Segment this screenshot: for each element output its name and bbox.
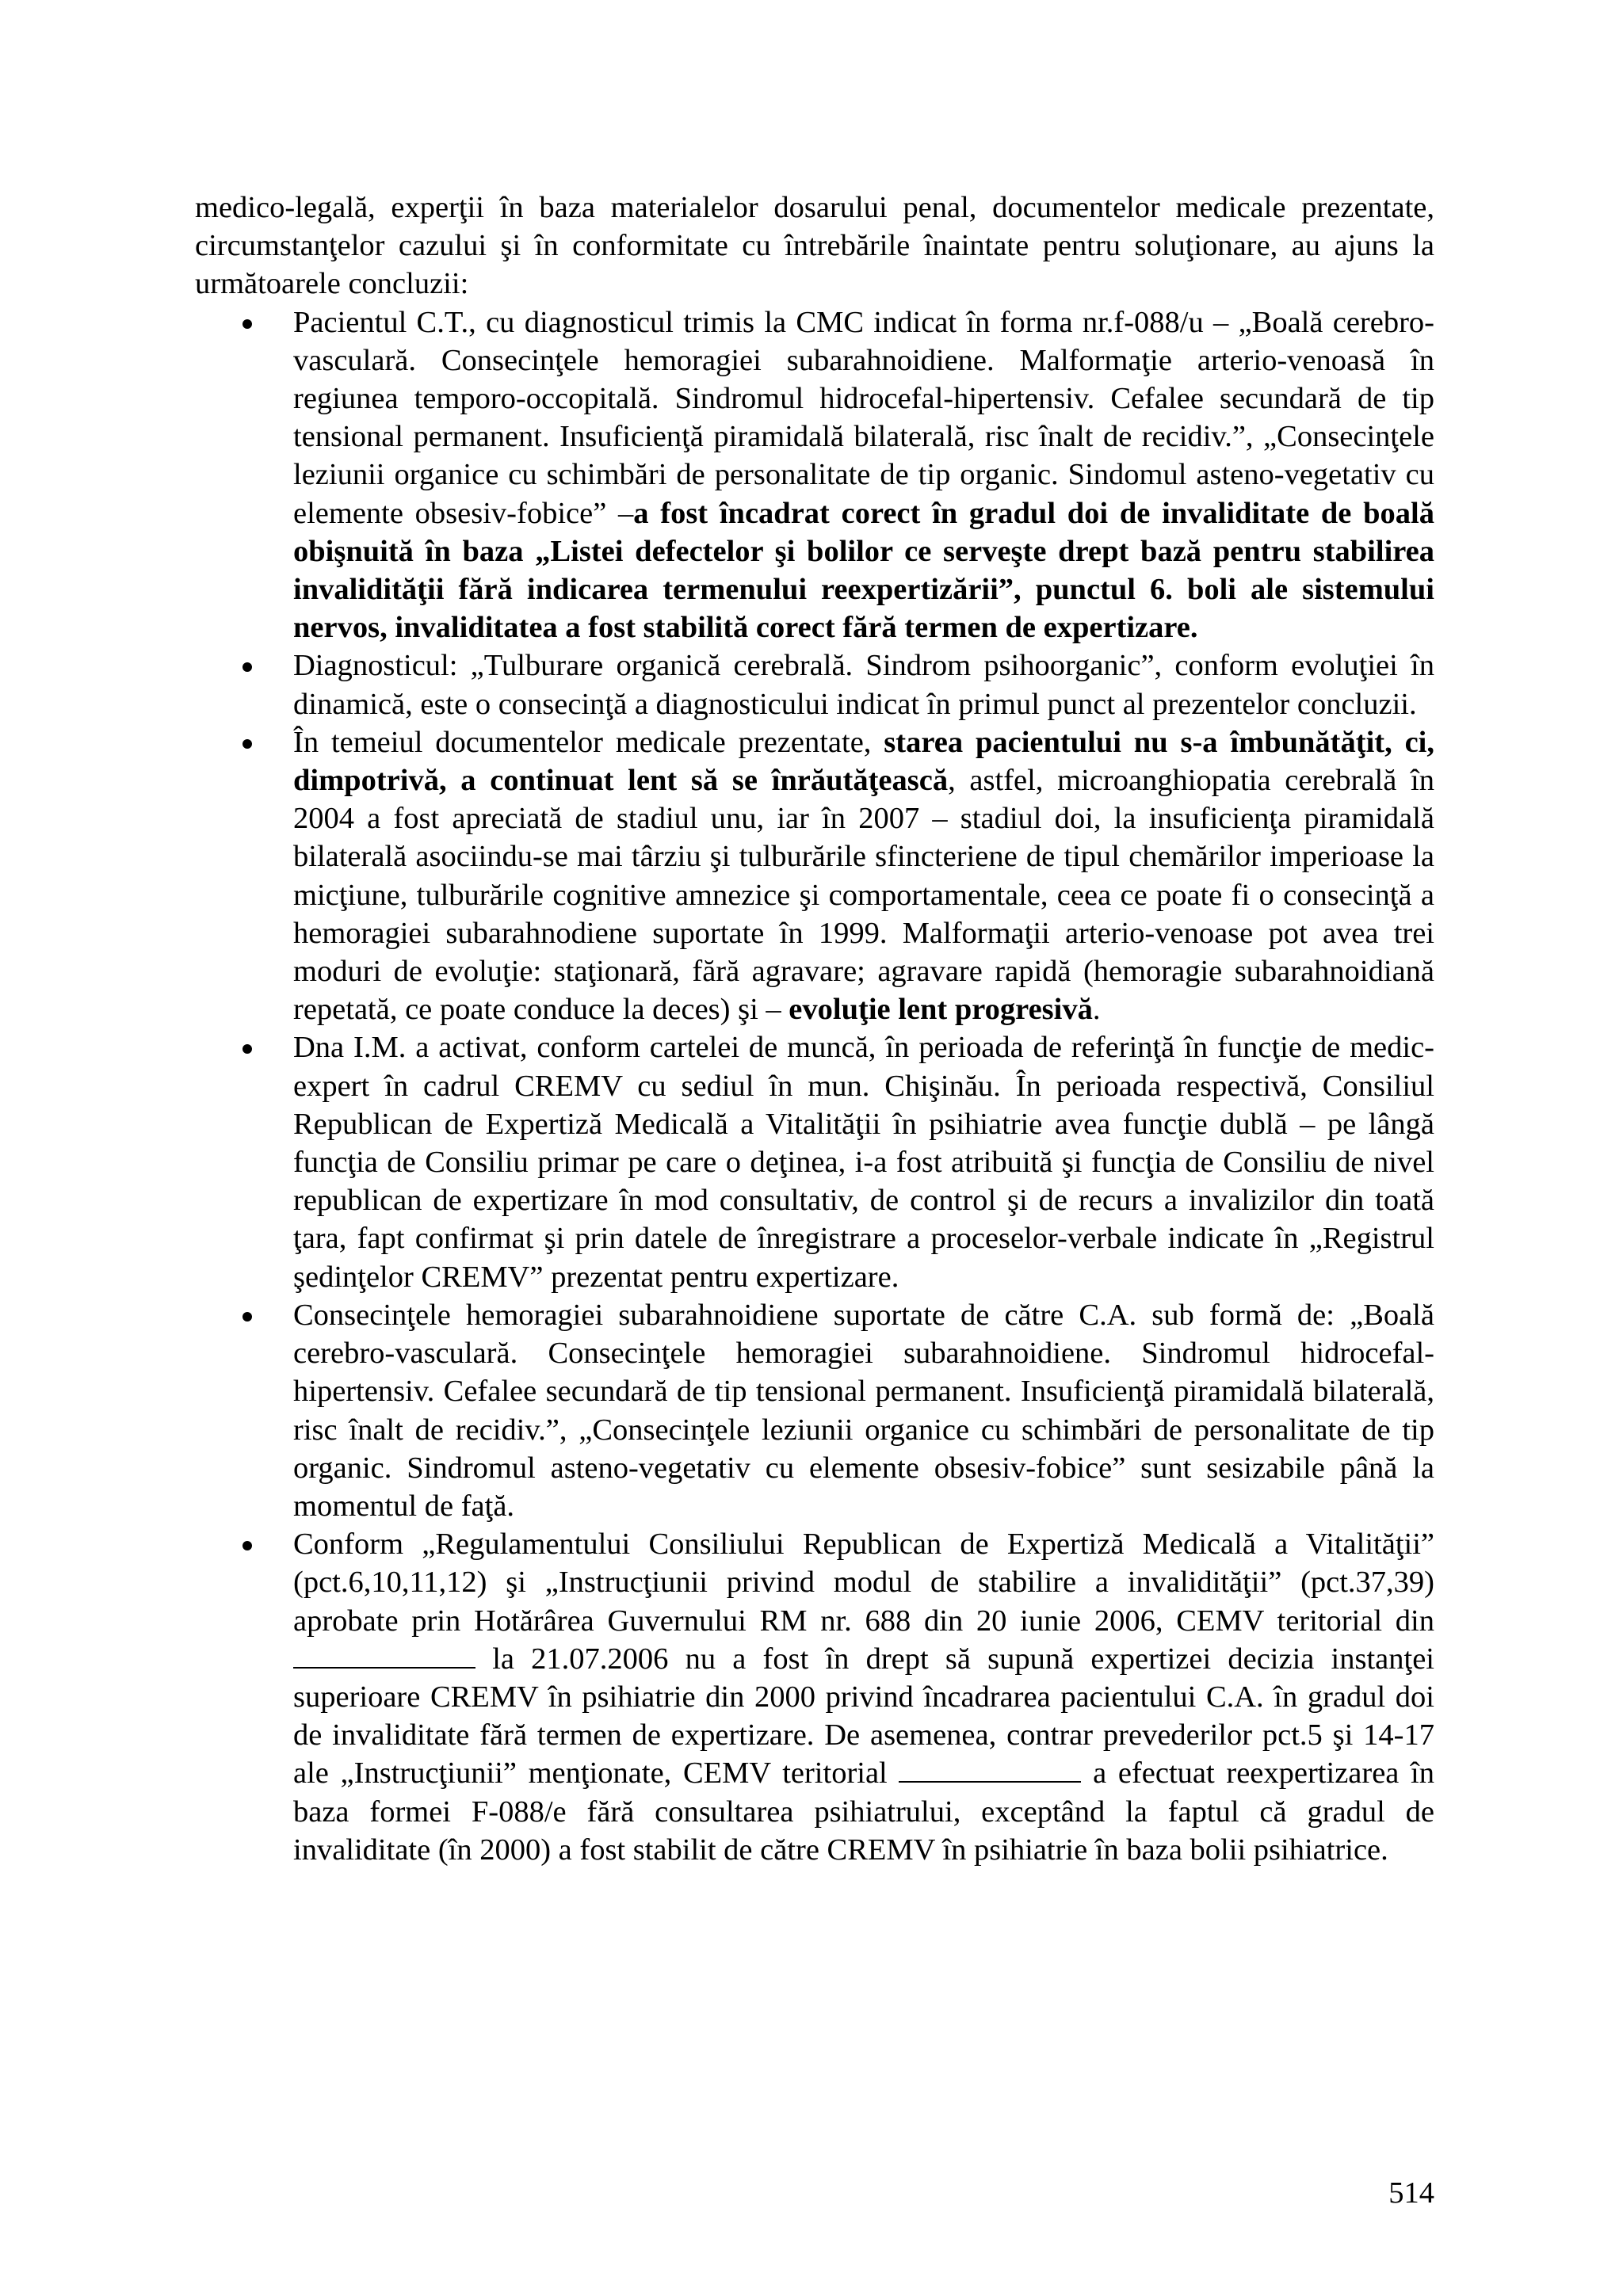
document-body [195,189,1434,1869]
page-number: 514 [1388,2176,1434,2210]
item-text: , astfel, microanghiopatia cerebrală în 2004 a fost apreciată de stadiul unu, iar în 2007 – stadiul doi, la insuficienţa piramidală bilaterală asociindu-se mai târziu şi tulburările sfincteriene de tipul chemărilor imperioase la micţiune, tulburările cognitive amnezice şi comportamentale, ceea ce poate fi o consecinţă a hemoragiei subarahnodiene suportate în 1999. Malformaţii arterio-venoase pot avea trei moduri de evoluţie: staţionară, fără agravare; agravare rapidă (hemoragie subarahnoidiană repetată, ce poate conduce la deces) şi – [293,764,1434,1027]
bullet-icon [242,739,252,749]
item-text: Pacientul C.T., cu diagnosticul trimis la CMC indicat în forma nr.f-088/u – „Boală cerebro-vasculară. Consecinţele hemoragiei subarahnoidiene. Malformaţie arterio-venoasă în regiunea temporo-occopitală. Sindromul hidrocefal-hipertensiv. Cefalee secundară de tip tensional permanent. Insuficienţă piramidală bilaterală, risc înalt de recidiv.”, „Consecinţele leziunii organice cu schimbări de personalitate de tip organic. Sindomul asteno-vegetativ cu elemente obsesiv-fobice” – [293,305,1434,530]
redacted-blank [899,1757,1081,1783]
bullet-icon [242,1541,252,1550]
list-item [195,646,1434,723]
intro-paragraph: medico-legală, experţii în baza materialelor dosarului penal, documentelor medicale prezentate, circumstanţelor cazului şi în conformitate cu întrebările înaintate pentru soluţionare, au ajuns la următoarele concluzii: [195,191,1434,301]
item-bold-text: a fost încadrat corect în gradul doi de invaliditate de boală obişnuită în baza „Listei defectelor şi bolilor ce serveşte drept bază pentru stabilirea invalidităţii fără indicarea termenului reexpertizării”, punctul 6. boli ale sistemului nervos, invaliditatea a fost stabilită corect fără termen de expertizare. [293,496,1434,645]
list-item [195,1525,1434,1869]
item-text: la 21.07.2006 nu a fost în drept să supună expertizei decizia instanţei superioare CREMV în psihiatrie din 2000 privind încadrarea pacientului C.A. în gradul doi de invaliditate fără termen de expertizare. De asemenea, contrar prevederilor pct.5 şi 14-17 ale „Instrucţiunii” menţionate, CEMV teritorial [293,1642,1434,1791]
item-text: . [1092,993,1101,1027]
redacted-blank [293,1643,475,1669]
list-item [195,303,1434,647]
conclusions-list [195,303,1434,1869]
item-bold-text: starea pacientului nu s-a îmbunătăţit, ci, dimpotrivă, a continuat lent să se înrăutăţească [293,725,1434,798]
bullet-icon [242,1312,252,1322]
list-item [195,723,1434,1029]
list-item [195,1028,1434,1295]
bullet-icon [242,1044,252,1054]
list-item [195,1296,1434,1525]
item-text: Conform „Regulamentului Consiliului Republican de Expertiză Medicală a Vitalităţii” (pct.6,10,11,12) şi „Instrucţiunii privind modul de stabilire a invalidităţii” (pct.37,39) aprobate prin Hotărârea Guvernului RM nr. 688 din 20 iunie 2006, CEMV teritorial din [293,1527,1434,1638]
bullet-icon [242,319,252,329]
item-bold-text: evoluţie lent progresivă [789,993,1093,1027]
bullet-icon [242,662,252,672]
item-text: a efectuat reexpertizarea în baza formei F-088/e fără consultarea psihiatrului, exceptând la faptul că gradul de invaliditate (în 2000) a fost stabilit de către CREMV în psihiatrie în baza bolii psihiatrice. [293,1756,1435,1867]
item-text: Consecinţele hemoragiei subarahnoidiene suportate de către C.A. sub formă de: „Boală cerebro-vasculară. Consecinţele hemoragiei subarahnoidiene. Sindromul hidrocefal-hipertensiv. Cefalee secundară de tip tensional permanent. Insuficienţă piramidală bilaterală, risc înalt de recidiv.”, „Consecinţele leziunii organice cu schimbări de personalitate de tip organic. Sindromul asteno-vegetativ cu elemente obsesiv-fobice” sunt sesizabile până la momentul de faţă. [293,1298,1434,1523]
item-text: În temeiul documentelor medicale prezentate, [293,725,872,759]
item-text: Dna I.M. a activat, conform cartelei de muncă, în perioada de referinţă în funcţie de medic-expert în cadrul CREMV cu sediul în mun. Chişinău. În perioada respectivă, Consiliul Republican de Expertiză Medicală a Vitalităţii în psihiatrie avea funcţie dublă – pe lângă funcţia de Consiliu primar pe care o deţinea, i-a fost atribuită şi funcţia de Consiliu de nivel republican de expertizare în mod consultativ, de control şi de recurs a invalizilor din toată ţara, fapt confirmat şi prin datele de înregistrare a proceselor-verbale indicate în „Registrul şedinţelor CREMV” prezentat pentru expertizare. [293,1031,1434,1294]
item-text: Diagnosticul: „Tulburare organică cerebrală. Sindrom psihoorganic”, conform evoluţiei în dinamică, este o consecinţă a diagnosticului indicat în primul punct al prezentelor concluzii. [293,649,1434,721]
